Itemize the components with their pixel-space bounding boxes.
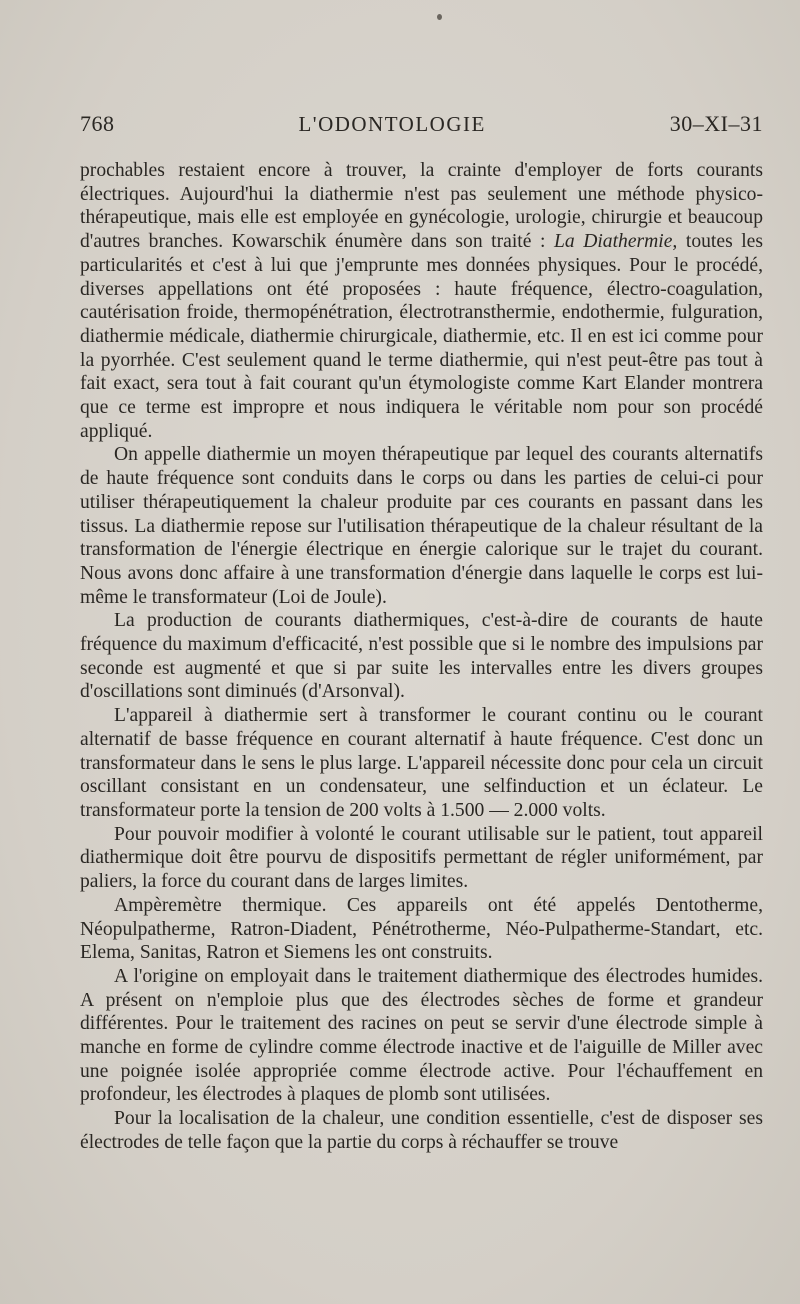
paragraph-8: Pour la localisation de la chaleur, une condition essentielle, c'est de disposer ses électrodes de telle façon que la partie du corps à réchauffer se trouve: [80, 1108, 763, 1153]
paragraph-4: L'appareil à diathermie sert à transformer le courant continu ou le courant alternatif de basse fréquence en courant alternatif à haute fréquence. C'est donc un transformateur dans le sens le plus large. L'appareil nécessite donc pour cela un circuit oscillant consistant en un condensateur, une selfinduction et un éclateur. Le transformateur porte la tension de 200 volts à 1.500 — 2.000 volts.: [80, 705, 763, 821]
paragraph-3: La production de courants diathermiques, c'est-à-dire de courants de haute fréquence du maximum d'efficacité, n'est possible que si le nombre des impulsions par seconde est augmenté et que si par suite les intervalles entre les divers groupes d'oscillations sont diminués (d'Arsonval).: [80, 610, 763, 703]
issue-date: 30–XI–31: [669, 111, 763, 136]
running-header: [80, 111, 763, 137]
paragraph-5: Pour pouvoir modifier à volonté le courant utilisable sur le patient, tout appareil diathermique doit être pourvu de dispositifs permettant de régler uniformément, par paliers, la force du courant dans de larges limites.: [80, 823, 763, 893]
paragraph-1-part-b: toutes les particularités et c'est à lui que j'emprunte mes données physiques. Pour le procédé, diverses appellations ont été proposées : haute fréquence, électro-coagulation, cautérisation froide, thermopénétration, électrotransthermie, endothermie, fulguration, diathermie médicale, diathermie chirurgicale, diathermie, etc. Il en est ici comme pour la pyorrhée. C'est seulement quand le terme diathermie, qui n'est peut-être pas tout à fait exact, sera tout à fait courant qu'un étymologiste comme Kart Elander montrera que ce terme est impropre et nous indiquera le véritable nom pour son procédé appliqué.: [80, 231, 763, 442]
ink-speck: [437, 14, 442, 20]
paragraph-1-part-a: prochables restaient encore à trouver, la crainte d'employer de forts courants électriques. Aujourd'hui la diathermie n'est pas seulement une méthode physico-thérapeutique, mais elle est employée en gynécologie, urologie, chirurgie et beaucoup d'autres branches. Kowarschik énumère dans son traité :: [80, 160, 763, 253]
page-number: 768: [80, 111, 115, 136]
book-title-la-diathermie: La Diathermie,: [553, 231, 678, 253]
paragraph-6: Ampèremètre thermique. Ces appareils ont été appelés Dentotherme, Néopulpatherme, Ratron-Diadent, Pénétrotherme, Néo-Pulpatherme-Standart, etc. Elema, Sanitas, Ratron et Siemens les ont construits.: [80, 894, 763, 964]
paragraph-7: A l'origine on employait dans le traitement diathermique des électrodes humides. A présent on n'emploie plus que des électrodes sèches de forme et grandeur différentes. Pour le traitement des racines on peut se servir d'une électrode simple à manche en forme de cylindre comme électrode inactive et de l'aiguille de Miller avec une poignée isolée appropriée comme électrode active. Pour l'échauffement en profondeur, les électrodes à plaques de plomb sont utilisées.: [80, 965, 763, 1106]
paragraph-1: [80, 159, 763, 443]
journal-title: L'ODONTOLOGIE: [298, 112, 486, 136]
body-text: [80, 159, 763, 1155]
paragraph-2: On appelle diathermie un moyen thérapeutique par lequel des courants alternatifs de haute fréquence sont conduits dans le corps ou dans les parties de celui-ci pour utiliser thérapeutiquement la chaleur produite par ces courants en passant dans les tissus. La diathermie repose sur l'utilisation thérapeutique de la chaleur résultant de la transformation de l'énergie électrique en énergie calorique sur le trajet du courant. Nous avons donc affaire à une transformation d'énergie dans laquelle le corps est lui-même le transformateur (Loi de Joule).: [80, 444, 763, 608]
